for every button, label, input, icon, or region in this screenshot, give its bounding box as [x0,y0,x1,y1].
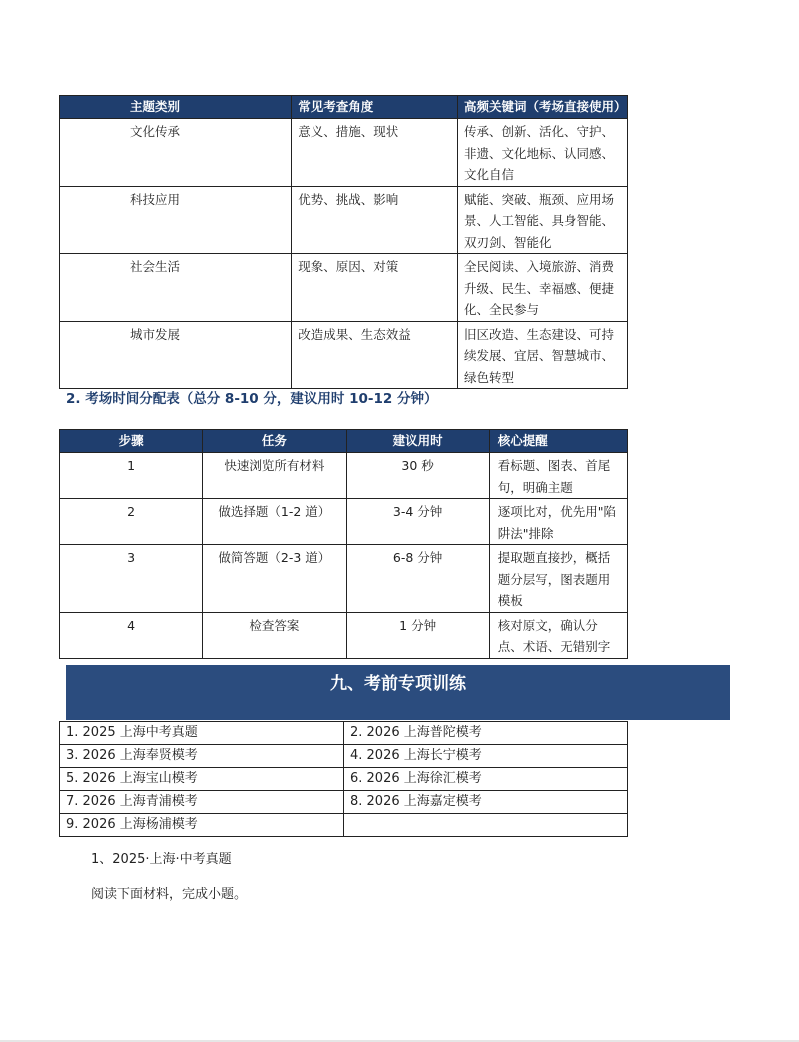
exam-link[interactable]: 6. 2026 上海徐汇模考 [344,768,628,791]
table-row [60,722,628,745]
empty-cell [344,814,628,837]
time-cell: 1 分钟 [346,612,489,658]
header-task: 任务 [203,430,346,453]
step-cell: 4 [60,612,203,658]
table-row [60,186,628,254]
instruction-text: 阅读下面材料，完成小题。 [91,887,248,902]
table-row [60,545,628,613]
task-cell: 快速浏览所有材料 [203,453,346,499]
question-heading: 1、2025·上海·中考真题 [91,852,232,867]
keyword-cell: 传承、创新、活化、守护、非遗、文化地标、认同感、文化自信 [457,119,627,187]
header-topic-category: 主题类别 [60,96,292,119]
exam-link[interactable]: 3. 2026 上海奉贤模考 [60,745,344,768]
angle-cell: 改造成果、生态效益 [292,321,458,389]
step-cell: 2 [60,499,203,545]
exam-link[interactable]: 5. 2026 上海宝山模考 [60,768,344,791]
header-keywords: 高频关键词（考场直接使用） [457,96,627,119]
angle-cell: 现象、原因、对策 [292,254,458,322]
step-cell: 1 [60,453,203,499]
angle-cell: 优势、挑战、影响 [292,186,458,254]
topic-cell: 文化传承 [60,119,292,187]
exam-link[interactable]: 8. 2026 上海嘉定模考 [344,791,628,814]
exam-link[interactable]: 7. 2026 上海青浦模考 [60,791,344,814]
angle-cell: 意义、措施、现状 [292,119,458,187]
header-step: 步骤 [60,430,203,453]
table-row [60,453,628,499]
table-row [60,254,628,322]
time-allocation-table [59,429,628,659]
section-banner-exam-training [66,665,730,720]
keyword-cell: 赋能、突破、瓶颈、应用场景、人工智能、具身智能、双刃剑、智能化 [457,186,627,254]
header-common-angle: 常见考查角度 [292,96,458,119]
topic-keyword-table [59,95,628,389]
header-core-reminder: 核心提醒 [489,430,627,453]
topic-cell: 社会生活 [60,254,292,322]
table-row [60,745,628,768]
table-row [60,119,628,187]
task-cell: 做选择题（1-2 道） [203,499,346,545]
step-cell: 3 [60,545,203,613]
practice-exam-list [59,721,628,837]
exam-link[interactable]: 9. 2026 上海杨浦模考 [60,814,344,837]
task-cell: 检查答案 [203,612,346,658]
reminder-cell: 逐项比对，优先用"陷阱法"排除 [489,499,627,545]
task-cell: 做简答题（2-3 道） [203,545,346,613]
section-title-time-allocation: 2. 考场时间分配表（总分 8-10 分，建议用时 10-12 分钟） [66,391,438,407]
banner-title: 九、考前专项训练 [330,674,466,694]
time-cell: 30 秒 [346,453,489,499]
table-row [60,612,628,658]
topic-cell: 城市发展 [60,321,292,389]
table-row [60,499,628,545]
exam-link[interactable]: 1. 2025 上海中考真题 [60,722,344,745]
table-row [60,768,628,791]
reminder-cell: 核对原文，确认分点、术语、无错别字 [489,612,627,658]
table-row [60,791,628,814]
exam-link[interactable]: 2. 2026 上海普陀模考 [344,722,628,745]
time-cell: 6-8 分钟 [346,545,489,613]
header-suggested-time: 建议用时 [346,430,489,453]
time-cell: 3-4 分钟 [346,499,489,545]
keyword-cell: 全民阅读、入境旅游、消费升级、民生、幸福感、便捷化、全民参与 [457,254,627,322]
reminder-cell: 提取题直接抄，概括题分层写，图表题用模板 [489,545,627,613]
exam-link[interactable]: 4. 2026 上海长宁模考 [344,745,628,768]
table-row [60,814,628,837]
table-row [60,321,628,389]
keyword-cell: 旧区改造、生态建设、可持续发展、宜居、智慧城市、绿色转型 [457,321,627,389]
reminder-cell: 看标题、图表、首尾句，明确主题 [489,453,627,499]
topic-cell: 科技应用 [60,186,292,254]
